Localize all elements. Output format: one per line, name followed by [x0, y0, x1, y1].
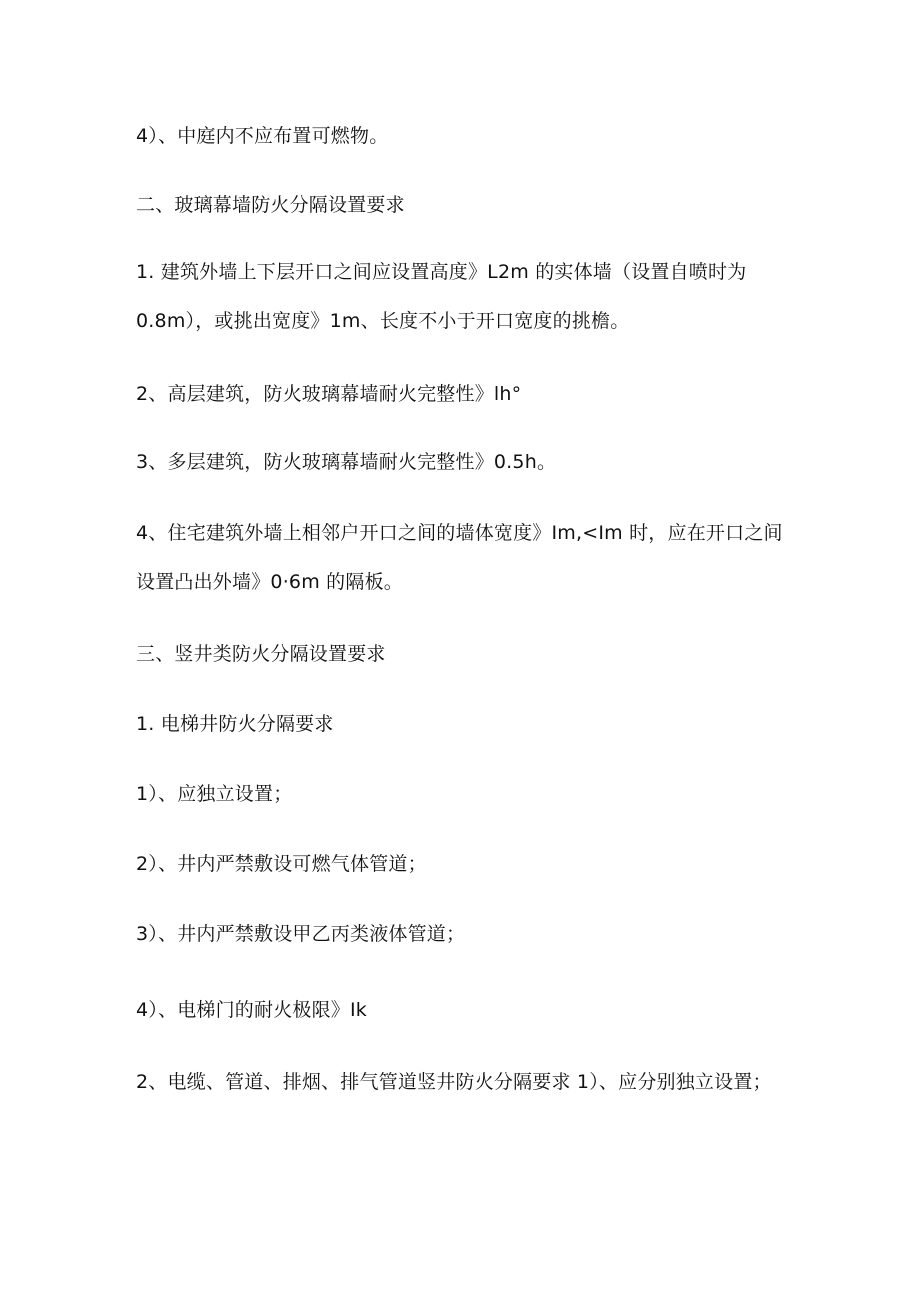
paragraph-elevator-door-rating: 4）、电梯门的耐火极限》Ik: [136, 999, 367, 1021]
paragraph-independent-setup: 1）、应独立设置；: [136, 783, 293, 805]
subheading-elevator-shaft: 1. 电梯井防火分隔要求: [136, 713, 334, 735]
paragraph-no-gas-pipes: 2）、井内严禁敷设可燃气体管道；: [136, 853, 427, 875]
section-heading-glass-curtain-wall: 二、玻璃幕墙防火分隔设置要求: [136, 194, 405, 216]
section-heading-shaft-separation: 三、竖井类防火分隔设置要求: [136, 643, 386, 665]
paragraph-cable-pipe-shaft: 2、电缆、管道、排烟、排气管道竖井防火分隔要求 1）、应分别独立设置；: [136, 1071, 772, 1093]
paragraph-no-liquid-pipes: 3）、井内严禁敷设甲乙丙类液体管道；: [136, 923, 466, 945]
paragraph-multi-story-glass-wall: 3、多层建筑，防火玻璃幕墙耐火完整性》0.5h。: [136, 451, 557, 473]
paragraph-high-rise-glass-wall: 2、高层建筑，防火玻璃幕墙耐火完整性》lh°: [136, 383, 522, 405]
paragraph-residential-opening-wall: 4、住宅建筑外墙上相邻户开口之间的墙体宽度》Im,<Im 时，应在开口之间设置凸出外墙》0·6m 的隔板。: [136, 522, 783, 593]
paragraph-exterior-wall-openings: 1. 建筑外墙上下层开口之间应设置高度》L2m 的实体墙（设置自喷时为 0.8m），或挑出宽度》1m、长度不小于开口宽度的挑檐。: [136, 261, 747, 332]
paragraph-atrium-combustibles: 4）、中庭内不应布置可燃物。: [136, 125, 389, 147]
